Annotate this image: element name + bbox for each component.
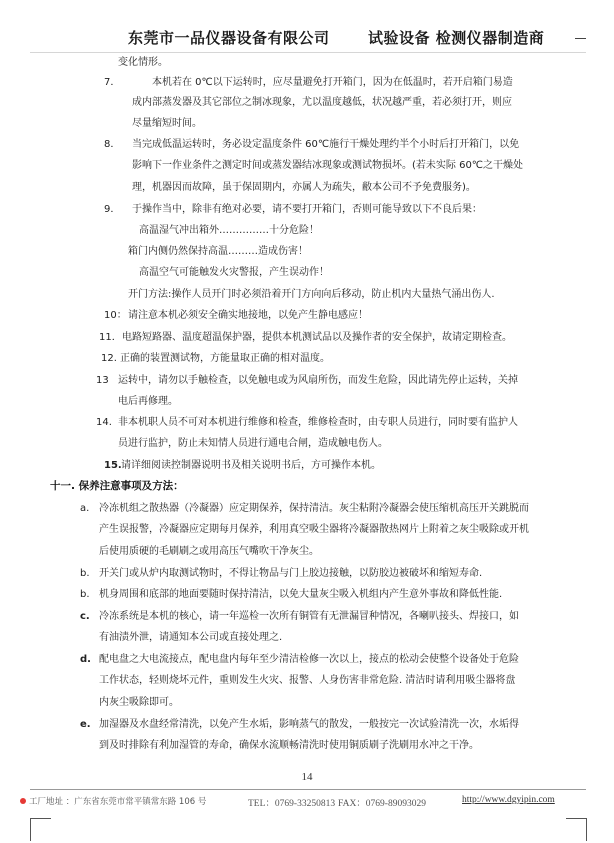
item-9-line-2: 高温湿气冲出箱外……………十分危险！: [139, 225, 319, 236]
item-number-11: 11．: [99, 332, 122, 343]
item-a-label: a.: [80, 503, 90, 514]
footer-divider: [30, 789, 586, 790]
page-footer: [20, 795, 600, 809]
item-7-line-1: 本机若在 0℃以下运转时，应尽量避免打开箱门，因为在低温时，若开启箱门易造: [152, 77, 513, 88]
item-c-label: c.: [80, 611, 90, 622]
item-number-14: 14.: [96, 417, 112, 428]
crop-mark-left: [30, 818, 51, 841]
page-number: 14: [301, 771, 313, 783]
item-b2-label: b.: [80, 589, 90, 600]
item-8-line-1: 当完成低温运转时，务必设定温度条件 60℃施行干燥处理约半个小时后打开箱门，以免: [132, 139, 520, 150]
item-e-label: e.: [80, 719, 91, 730]
footer-tel: TEL：0769-33250813: [248, 799, 336, 809]
item-number-9: 9．: [104, 204, 121, 215]
item-number-12: 12.: [101, 353, 117, 364]
bullet-icon: [20, 798, 26, 804]
item-9-line-5: 开门方法:操作人员开门时必须沿着开门方向向后移动，防止机内大量热气涌出伤人.: [128, 289, 495, 300]
header-dash: [575, 38, 586, 39]
section-title: 十一. 保养注意事项及方法：: [50, 480, 184, 492]
header-divider: [30, 52, 586, 53]
item-d-label: d.: [80, 654, 91, 665]
item-c-line-1: 冷冻系统是本机的核心，请一年巡检一次所有铜管有无泄漏冒种情况，各喇叭接头、焊接口，如: [99, 611, 519, 622]
footer-fax: FAX：0769-89093029: [338, 799, 426, 809]
item-a-line-1: 冷冻机组之散热器（冷凝器）应定期保养，保持清洁。灰尘粘附冷凝器会使压缩机高压开关跳脱而: [99, 503, 529, 514]
item-13-line-2: 电后再修理。: [118, 396, 178, 407]
item-14-line-1: 非本机职人员不可对本机进行维修和检查，维修检查时，由专职人员进行，同时要有监护人: [118, 417, 518, 428]
intro-line: 变化情形。: [118, 57, 168, 68]
item-e-line-1: 加湿器及水盘经常清洗，以免产生水垢，影响蒸气的散发，一般按完一次试验清洗一次，水垢得: [99, 719, 519, 730]
item-9-line-3: 箱门内侧仍然保持高温………造成伤害！: [128, 246, 308, 257]
footer-website-link[interactable]: http://www.dgyipin.com: [462, 795, 555, 805]
item-b2-line: 机身周围和底部的地面要随时保持清洁，以免大量灰尘吸入机组内产生意外事故和降低性能.: [99, 589, 503, 600]
header-slogan: 试验设备 检测仪器制造商: [368, 29, 545, 47]
item-9-line-1: 于操作当中，除非有绝对必要，请不要打开箱门，否则可能导致以下不良后果：: [132, 204, 482, 215]
item-a-line-3: 后使用质硬的毛刷刷之或用高压气嘴吹干净灰尘。: [99, 546, 319, 557]
footer-address: 工厂地址 ：广东省东莞市常平镇常东路 106 号: [20, 797, 206, 807]
item-15-line: 请详细阅读控制器说明书及相关说明书后，方可操作本机。: [121, 460, 381, 471]
item-9-line-4: 高温空气可能触发火灾警报，产生误动作！: [139, 267, 329, 278]
item-14-line-2: 员进行监护，防止未知情人员进行通电合闸，造成触电伤人。: [118, 438, 388, 449]
item-number-13: 13: [96, 375, 109, 386]
item-d-line-3: 内灰尘吸除即可。: [99, 697, 179, 708]
item-b-label: b.: [80, 568, 90, 579]
item-13-line-1: 运转中，请勿以手触检查，以免触电或为风扇所伤，而发生危险，因此请先停止运转，关掉: [118, 375, 518, 386]
item-number-10: 10：: [104, 310, 127, 321]
item-7-line-2: 成内部蒸发器及其它部位之制冰现象，尤以温度越低，状况越严重，若必须打开，则应: [132, 97, 512, 108]
item-b-line: 开关门或从炉内取测试物时，不得让物品与门上胶边接触，以防胶边被破坏和缩短寿命.: [99, 568, 483, 579]
item-number-7: 7．: [104, 77, 121, 88]
item-d-line-2: 工作状态，轻则烧坏元件，重则发生火灾、报警、人身伤害非常危险. 清洁时请利用吸尘器将盘: [99, 675, 516, 686]
item-d-line-1: 配电盘之大电流接点，配电盘内每年至少清洁检修一次以上，接点的松动会使整个设备处于危险: [99, 654, 519, 665]
item-e-line-2: 到及时排除有利加湿管的寿命，确保水流顺畅清洗时使用铜质刷子洗刷用水冲之干净。: [99, 740, 479, 751]
item-8-line-2: 影响下一作业条件之测定时间或蒸发器结冰现象或测试物损坏。(若未实际 60℃之干燥处: [132, 160, 524, 171]
item-c-line-2: 有油渍外泄，请通知本公司或直接处理之.: [99, 632, 283, 643]
item-7-line-3: 尽量缩短时间。: [132, 118, 202, 129]
page-header: [0, 27, 614, 47]
item-10-line: 请注意本机必须安全确实地接地，以免产生静电感应！: [128, 310, 368, 321]
item-8-line-3: 理，机器因而故障，虽于保固期内，亦属人为疏失，敝本公司不予免费服务)。: [132, 182, 476, 193]
crop-mark-right: [566, 818, 587, 841]
company-name: 东莞市一品仪器设备有限公司: [128, 29, 330, 47]
item-number-15: 15.: [104, 460, 122, 471]
item-number-8: 8．: [104, 139, 121, 150]
item-a-line-2: 产生误报警，冷凝器应定期每月保养，利用真空吸尘器将冷凝器散热网片上附着之灰尘吸除或开机: [99, 524, 529, 535]
item-11-line: 电路短路器、温度超温保护器，提供本机测试品以及操作者的安全保护，故请定期检查。: [122, 332, 512, 343]
item-12-line: 正确的装置测试物，方能量取正确的相对温度。: [120, 353, 330, 364]
